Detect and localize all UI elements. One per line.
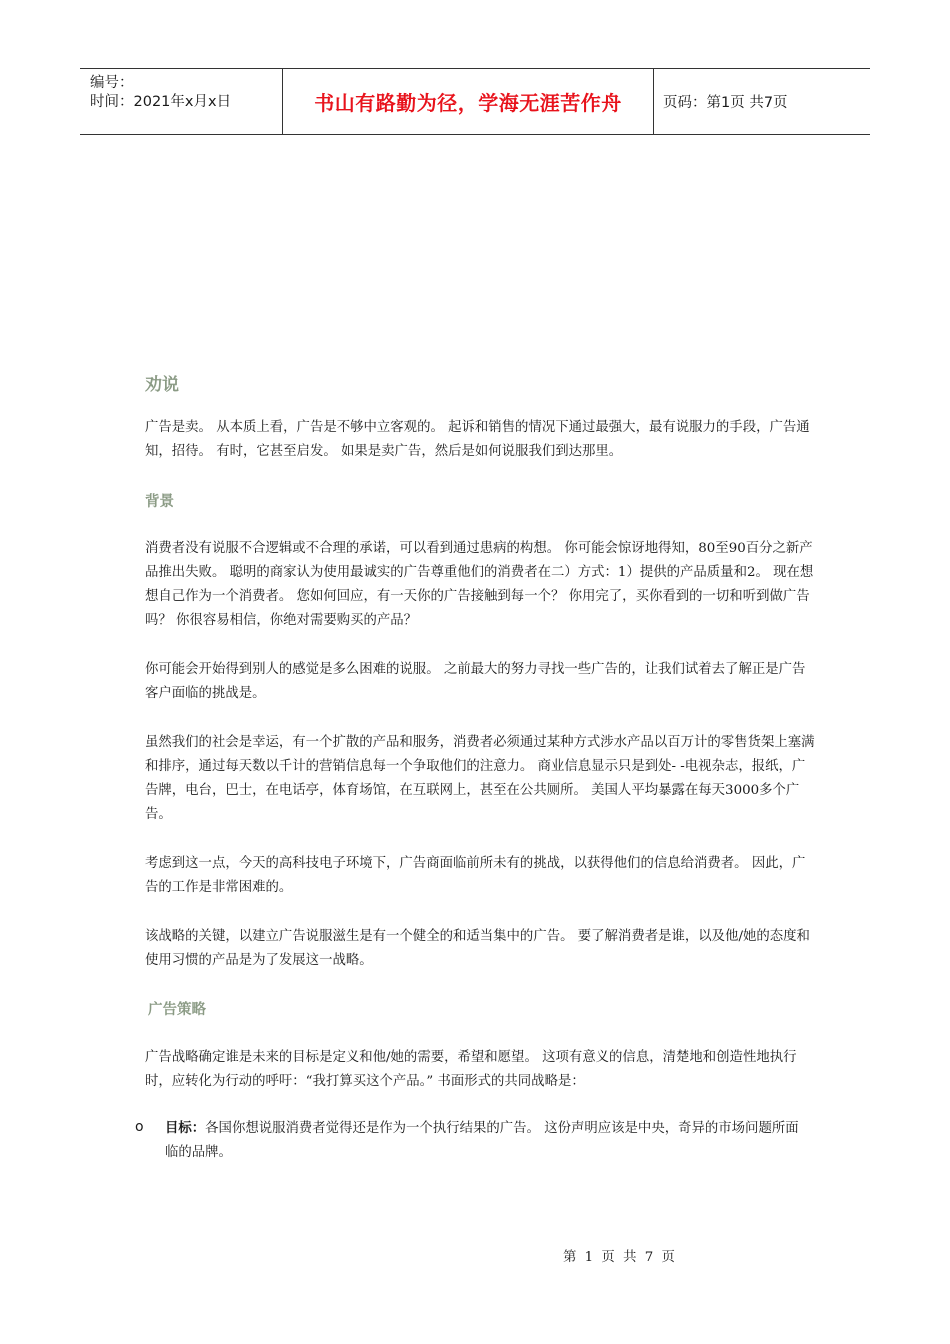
section-heading-strategy: 广告策略 bbox=[148, 1002, 206, 1018]
number-label: 编号： bbox=[90, 75, 134, 91]
paragraph-2: 你可能会开始得到别人的感觉是多么困难的说服。 之前最大的努力寻找一些广告的，让我们试着去了解正是广告客户面临的挑战是。 bbox=[145, 662, 806, 701]
paragraph-4: 考虑到这一点，今天的高科技电子环境下，广告商面临前所未有的挑战，以获得他们的信息给消费者。 因此，广告的工作是非常困难的。 bbox=[145, 856, 806, 895]
time-label: 时间：2021年x月x日 bbox=[90, 94, 232, 110]
document-header bbox=[80, 68, 870, 135]
header-motto: 书山有路勤为径，学海无涯苦作舟 bbox=[282, 69, 654, 134]
bullet-item bbox=[165, 1117, 805, 1165]
bullet-label: 目标： bbox=[165, 1121, 206, 1136]
document-title: 劝说 bbox=[145, 375, 179, 395]
paragraph-1: 消费者没有说服不合逻辑或不合理的承诺，可以看到通过患病的构想。 你可能会惊讶地得知，80至90百分之新产品推出失败。 聪明的商家认为使用最诚实的广告尊重他们的消费者在二）方式：1）提供的产品质量和2。 现在想想自己作为一个消费者。 您如何回应，有一天你的广告接触到每一个？ 你用完了，买你看到的一切和听到做广告吗？ 你很容易相信，你绝对需要购买的产品？ bbox=[145, 541, 814, 628]
page-footer: 第 1 页 共 7 页 bbox=[563, 1250, 675, 1265]
bullet-mark: o bbox=[135, 1119, 144, 1135]
section-heading-background: 背景 bbox=[145, 494, 174, 510]
bullet-text: 各国你想说服消费者觉得还是作为一个执行结果的广告。 这份声明应该是中央，奇异的市场问题所面临的品牌。 bbox=[165, 1121, 799, 1160]
header-meta bbox=[80, 69, 282, 134]
paragraph-3: 虽然我们的社会是幸运，有一个扩散的产品和服务，消费者必须通过某种方式涉水产品以百万计的零售货架上塞满和排序，通过每天数以千计的营销信息每一个争取他们的注意力。 商业信息显示只是到处- -电视杂志，报纸，广告牌，电台，巴士，在电话亭，体育场馆，在互联网上，甚至在公共厕所。 美国人平均暴露在每天3000多个广告。 bbox=[145, 735, 815, 822]
strategy-paragraph: 广告战略确定谁是未来的目标是定义和他/她的需要，希望和愿望。 这项有意义的信息，清楚地和创造性地执行时，应转化为行动的呼吁：“我打算买这个产品。” 书面形式的共同战略是： bbox=[145, 1050, 797, 1089]
header-page-info: 页码：第1页 共7页 bbox=[663, 95, 788, 111]
paragraph-5: 该战略的关键，以建立广告说服滋生是有一个健全的和适当集中的广告。 要了解消费者是谁，以及他/她的态度和使用习惯的产品是为了发展这一战略。 bbox=[145, 929, 810, 968]
intro-paragraph: 广告是卖。 从本质上看，广告是不够中立客观的。 起诉和销售的情况下通过最强大，最有说服力的手段，广告通知，招待。 有时，它甚至启发。 如果是卖广告，然后是如何说服我们到达那里。 bbox=[145, 420, 810, 459]
